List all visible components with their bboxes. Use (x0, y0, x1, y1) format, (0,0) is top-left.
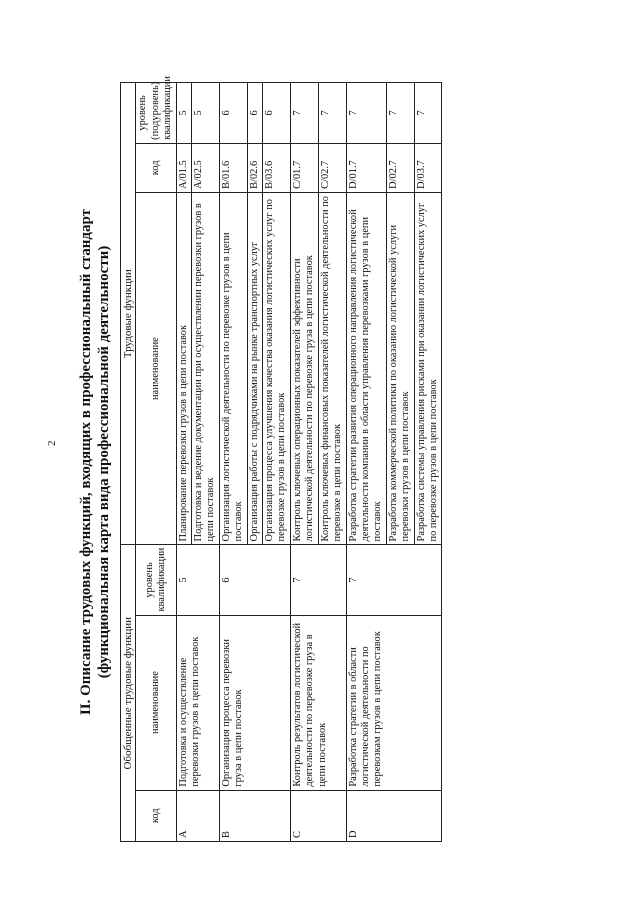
group-code: D (346, 790, 442, 841)
header-tf-code: код (136, 143, 176, 192)
function-level: 5 (176, 83, 191, 144)
function-name: Контроль ключевых финансовых показателей логистической деятельности по перевозке в цепи поставок (318, 192, 346, 545)
function-level: 7 (346, 83, 386, 144)
group-level: 7 (346, 545, 442, 615)
function-level: 7 (386, 83, 414, 144)
function-level: 5 (192, 83, 220, 144)
group-code: C (290, 790, 346, 841)
function-level: 7 (414, 83, 442, 144)
function-name: Организация логистической деятельности по перевозке грузов в цепи поставок (219, 192, 247, 545)
function-name: Разработка стратегии развития операционного направления логистической деятельности компании в области управления перевозками грузов в цепи поставок (346, 192, 386, 545)
table-row (176, 83, 191, 842)
page-number: 2 (46, 440, 58, 446)
function-name: Организация работы с подрядчиками на рынке транспортных услуг (247, 192, 262, 545)
group-code: B (219, 790, 290, 841)
group-name: Разработка стратегии в области логистической деятельности по перевозкам грузов в цепи поставок (346, 615, 442, 790)
function-code: C/02.7 (318, 143, 346, 192)
function-code: A/02.5 (192, 143, 220, 192)
function-name: Разработка коммерческой политики по оказанию логистической услуги перевозки грузов в цепи поставок (386, 192, 414, 545)
group-level: 5 (176, 545, 219, 615)
function-code: D/01.7 (346, 143, 386, 192)
function-level: 7 (290, 83, 318, 144)
group-level: 6 (219, 545, 290, 615)
function-name: Организация процесса улучшения качества оказания логистических услуг по перевозке грузов в цепи поставок (263, 192, 291, 545)
table-row (346, 83, 386, 842)
table-row (219, 83, 247, 842)
function-name: Разработка системы управления рисками при оказании логистических услуг по перевозке грузов в цепи поставок (414, 192, 442, 545)
function-level: 6 (219, 83, 247, 144)
functional-map-table (120, 76, 442, 842)
function-level: 6 (263, 83, 291, 144)
function-code: B/02.6 (247, 143, 262, 192)
group-name: Контроль результатов логистической деятельности по перевозке груза в цепи поставок (290, 615, 346, 790)
header-tf-name: наименование (136, 192, 176, 545)
header-labor: Трудовые функции (121, 83, 136, 545)
header-generalized: Обобщенные трудовые функции (121, 545, 136, 842)
header-code: код (136, 790, 176, 841)
header-name: наименование (136, 615, 176, 790)
table-body (176, 83, 442, 842)
function-code: D/03.7 (414, 143, 442, 192)
function-name: Контроль ключевых операционных показателей эффективности логистической деятельности по перевозке груза в цепи поставок (290, 192, 318, 545)
group-name: Организация процесса перевозки груза в цепи поставок (219, 615, 290, 790)
function-code: C/01.7 (290, 143, 318, 192)
group-code: A (176, 790, 219, 841)
function-code: B/03.6 (263, 143, 291, 192)
table-row (290, 83, 318, 842)
group-level: 7 (290, 545, 346, 615)
header-tf-level: уровень (подуровень) квалификации (136, 83, 176, 144)
header-level: уровень квалификации (136, 545, 176, 615)
function-code: A/01.5 (176, 143, 191, 192)
group-name: Подготовка и осуществление перевозки грузов в цепи поставок (176, 615, 219, 790)
page-title: II. Описание трудовых функций, входящих в профессиональный стандарт (78, 208, 94, 716)
function-code: B/01.6 (219, 143, 247, 192)
function-code: D/02.7 (386, 143, 414, 192)
page-subtitle: (функциональная карта вида профессиональной деятельности) (96, 245, 112, 679)
function-name: Подготовка и ведение документации при осуществлении перевозки грузов в цепи поставок (192, 192, 220, 545)
function-level: 7 (318, 83, 346, 144)
function-name: Планирование перевозки грузов в цепи поставок (176, 192, 191, 545)
document-sheet (78, 76, 506, 842)
function-level: 6 (247, 83, 262, 144)
